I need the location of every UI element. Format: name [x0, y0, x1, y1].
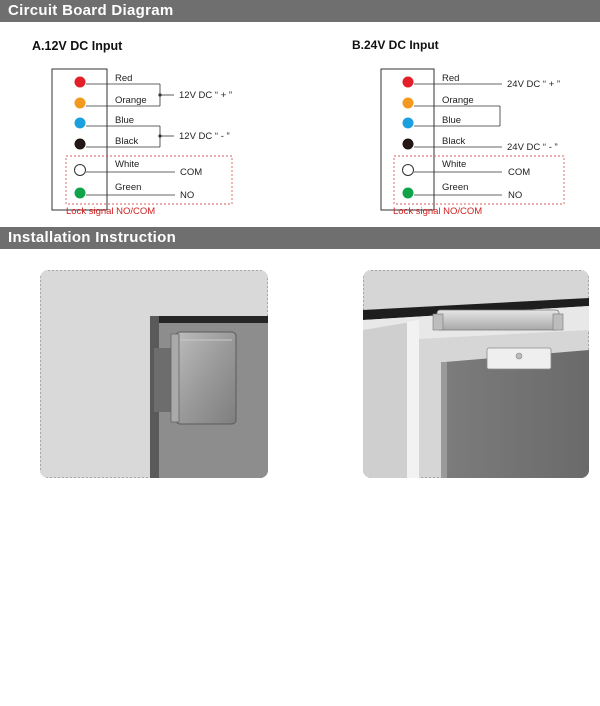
diagram-b-black-terminal	[403, 139, 414, 150]
circuit-board-title: Circuit Board Diagram	[8, 2, 174, 19]
diagram-b-wire-white: White	[442, 159, 467, 170]
diagram-a-minus-label: 12V DC “ - ”	[179, 131, 230, 142]
diagram-a-plus-label: 12V DC “ + ”	[179, 90, 233, 101]
install-photo-side-view-illustration	[40, 270, 268, 478]
install-photo-front-view-illustration	[363, 270, 589, 478]
diagram-b-red-terminal	[403, 77, 414, 88]
diagram-b-signal-box	[394, 156, 564, 204]
diagram-b-wire-green: Green	[442, 182, 469, 193]
diagram-a-wire-orange: Orange	[115, 95, 147, 106]
diagram-a-orange-terminal	[75, 98, 86, 109]
diagram-b-orange-terminal	[403, 98, 414, 109]
diagram-b-plus-label: 24V DC “ + ”	[507, 79, 561, 90]
diagram-a-wire-red: Red	[115, 73, 133, 84]
diagram-b-lock-label: Lock signal NO/COM	[393, 206, 483, 217]
diagram-b-title: B.24V DC Input	[352, 38, 439, 52]
diagram-a-wire-green: Green	[115, 182, 142, 193]
diagram-a-title: A.12V DC Input	[32, 39, 123, 53]
diagram-b-blue-terminal	[403, 118, 414, 129]
diagram-a-com-label: COM	[180, 167, 203, 178]
diagram-a-wire-black: Black	[115, 136, 139, 147]
diagram-b-green-terminal	[403, 188, 414, 199]
diagram-b-com-label: COM	[508, 167, 531, 178]
diagram-a-red-terminal	[75, 77, 86, 88]
diagram-b-wire-black: Black	[442, 136, 466, 147]
diagram-b-wire-red: Red	[442, 73, 460, 84]
diagram-b-minus-label: 24V DC “ - ”	[507, 142, 558, 153]
diagram-a-no-label: NO	[180, 190, 195, 201]
install-photo-front-view	[363, 270, 589, 478]
diagram-b-no-label: NO	[508, 190, 523, 201]
diagram-a-wire-white: White	[115, 159, 140, 170]
diagram-a-black-terminal	[75, 139, 86, 150]
install-photo-side-view	[40, 270, 268, 478]
circuit-board-header	[0, 0, 600, 22]
diagram-a-signal-box	[66, 156, 232, 204]
circuit-diagrams	[0, 22, 600, 222]
installation-title: Installation Instruction	[8, 229, 177, 246]
diagram-b-wire-orange: Orange	[442, 95, 474, 106]
diagram-b-wire-blue: Blue	[442, 115, 462, 126]
diagram-a-wire-blue: Blue	[115, 115, 135, 126]
diagram-a	[32, 39, 232, 217]
diagram-b-white-terminal	[403, 165, 414, 176]
installation-header	[0, 227, 600, 249]
diagram-a-white-terminal	[75, 165, 86, 176]
diagram-a-lock-label: Lock signal NO/COM	[66, 206, 156, 217]
diagram-b	[352, 38, 564, 217]
diagram-a-green-terminal	[75, 188, 86, 199]
diagram-a-minus-junction	[158, 134, 161, 137]
diagram-a-blue-terminal	[75, 118, 86, 129]
diagram-a-plus-junction	[158, 93, 161, 96]
